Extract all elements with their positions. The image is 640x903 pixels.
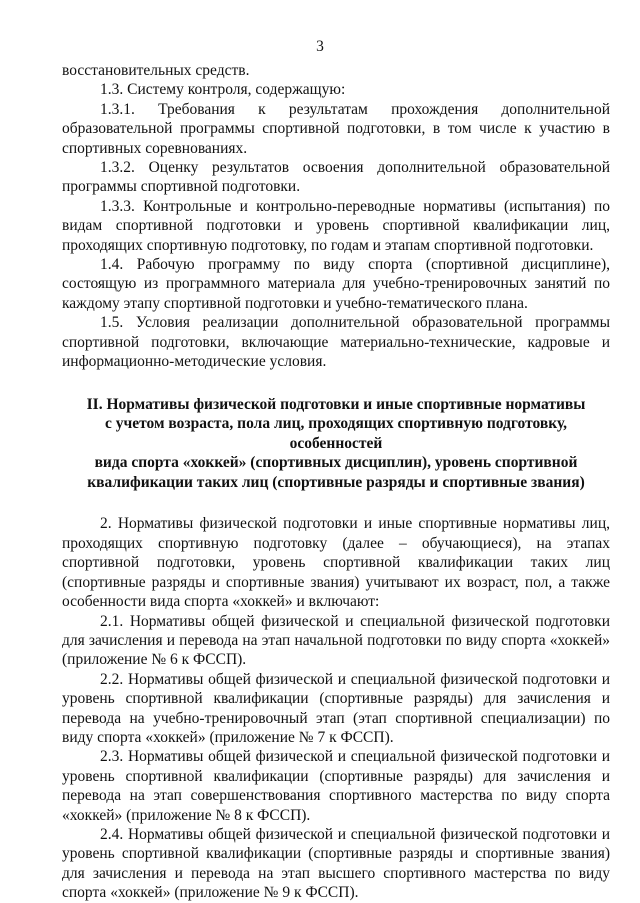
paragraph-2-1: 2.1. Нормативы общей физической и специальной физической подготовки для зачисления и перевода на этап начальной подготовки по виду спорта «хоккей» (приложение № 6 к ФССП). xyxy=(62,612,610,669)
paragraph-2-3: 2.3. Нормативы общей физической и специальной физической подготовки и уровень спортивной квалификации (спортивные разряды) для зачисления и перевода на этап совершенствования спортивного мастерства по виду спорта «хоккей» (приложение № 8 к ФССП). xyxy=(62,748,610,824)
paragraph-1-3-3: 1.3.3. Контрольные и контрольно-переводные нормативы (испытания) по видам спортивной подготовки и уровень спортивной квалификации лиц, проходящих спортивную подготовку, по годам и этапам спортивной подготовки. xyxy=(62,197,610,254)
paragraph-2-2: 2.2. Нормативы общей физической и специальной физической подготовки и уровень спортивной квалификации (спортивные разряды) для зачисления и перевода на учебно-тренировочный этап (этап спортивной специализации) по виду спорта «хоккей» (приложение № 7 к ФССП). xyxy=(62,670,610,746)
section-heading-line: с учетом возраста, пола лиц, проходящих спортивную подготовку, особенностей xyxy=(104,415,568,452)
paragraph-continuation: восстановительных средств. xyxy=(62,62,250,79)
paragraph-1-3-2: 1.3.2. Оценку результатов освоения дополнительной образовательной программы спортивной подготовки. xyxy=(62,159,610,196)
paragraph-1-5: 1.5. Условия реализации дополнительной образовательной программы спортивной подготовки, включающие материально-технические, кадровые и информационно-методические условия. xyxy=(62,314,610,371)
section-heading-line: II. Нормативы физической подготовки и иные спортивные нормативы xyxy=(86,395,586,413)
document-body xyxy=(62,61,610,903)
section-heading-line: квалификации таких лиц (спортивные разряды и спортивные звания) xyxy=(87,473,585,491)
section-heading xyxy=(62,395,610,493)
section-heading-line: вида спорта «хоккей» (спортивных дисциплин), уровень спортивной xyxy=(94,454,578,472)
paragraph-2: 2. Нормативы физической подготовки и иные спортивные нормативы лиц, проходящих спортивную подготовку (далее – обучающиеся), на этапах спортивной подготовки, уровень спортивной квалификации таких лиц (спортивные разряды и спортивные звания) учитывают их возраст, пол, а также особенности вида спорта «хоккей» и включают: xyxy=(62,515,610,611)
paragraph-2-4: 2.4. Нормативы общей физической и специальной физической подготовки и уровень спортивной квалификации (спортивные разряды и спортивные звания) для зачисления и перевода на этап высшего спортивного мастерства по виду спорта «хоккей» (приложение № 9 к ФССП). xyxy=(62,825,610,902)
paragraph-1-3: 1.3. Систему контроля, содержащую: xyxy=(100,81,346,99)
page-number: 3 xyxy=(316,38,324,55)
paragraph-1-4: 1.4. Рабочую программу по виду спорта (спортивной дисциплине), состоящую из программного материала для учебно-тренировочных занятий по каждому этапу спортивной подготовки и учебно-тематического плана. xyxy=(62,256,610,312)
paragraph-1-3-1: 1.3.1. Требования к результатам прохождения дополнительной образовательной программы спортивной подготовки, в том числе к участию в спортивных соревнованиях. xyxy=(62,100,610,157)
